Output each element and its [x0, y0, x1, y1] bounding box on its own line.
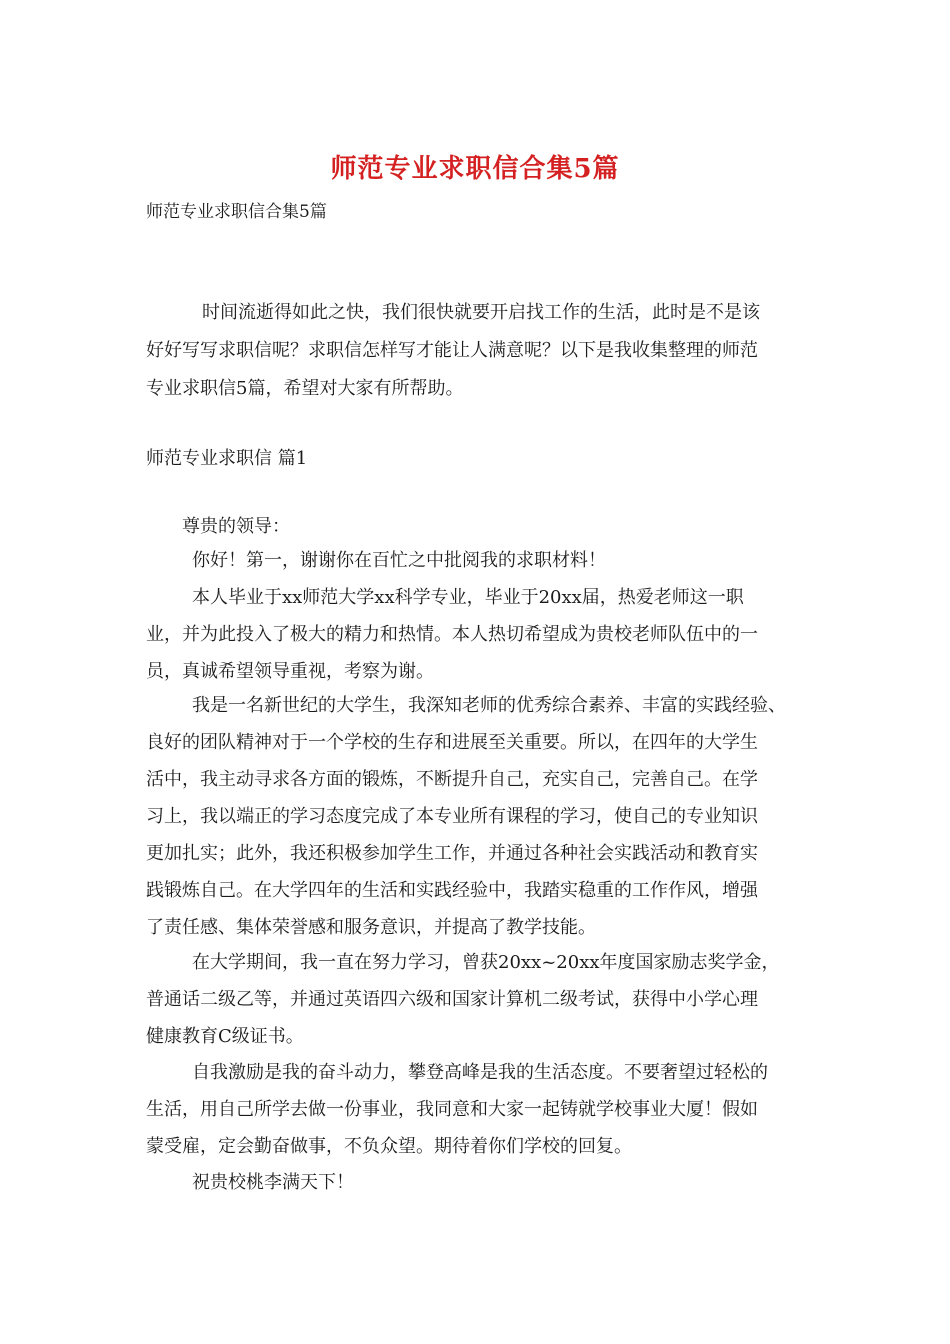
letter-opening: 你好！第一，谢谢你在百忙之中批阅我的求职材料！ — [192, 550, 606, 571]
paragraph-line: 生活，用自己所学去做一份事业，我同意和大家一起铸就学校事业大厦！假如 — [146, 1099, 758, 1120]
letter-closing: 祝贵校桃李满天下！ — [192, 1172, 354, 1193]
paragraph-line: 我是一名新世纪的大学生，我深知老师的优秀综合素养、丰富的实践经验、 — [192, 695, 786, 716]
section-heading: 师范专业求职信 篇1 — [146, 448, 308, 469]
paragraph-line: 在大学期间，我一直在努力学习，曾获20xx~20xx年度国家励志奖学金， — [192, 952, 780, 973]
paragraph-line: 了责任感、集体荣誉感和服务意识，并提高了教学技能。 — [146, 917, 596, 938]
paragraph-line: 普通话二级乙等，并通过英语四六级和国家计算机二级考试，获得中小学心理 — [146, 989, 758, 1010]
letter-greeting: 尊贵的领导： — [182, 516, 290, 537]
paragraph-line: 蒙受雇，定会勤奋做事，不负众望。期待着你们学校的回复。 — [146, 1136, 632, 1157]
paragraph-line: 习上，我以端正的学习态度完成了本专业所有课程的学习，使自己的专业知识 — [146, 806, 758, 827]
paragraph-line: 活中，我主动寻求各方面的锻炼，不断提升自己，充实自己，完善自己。在学 — [146, 769, 758, 790]
paragraph-line: 本人毕业于xx师范大学xx科学专业，毕业于20xx届，热爱老师这一职 — [192, 587, 744, 608]
paragraph-line: 良好的团队精神对于一个学校的生存和进展至关重要。所以，在四年的大学生 — [146, 732, 758, 753]
paragraph-line: 员，真诚希望领导重视，考察为谢。 — [146, 661, 434, 682]
document-subtitle: 师范专业求职信合集5篇 — [146, 202, 327, 222]
paragraph-line: 更加扎实；此外，我还积极参加学生工作，并通过各种社会实践活动和教育实 — [146, 843, 758, 864]
paragraph-line: 自我激励是我的奋斗动力，攀登高峰是我的生活态度。不要奢望过轻松的 — [192, 1062, 768, 1083]
intro-line: 专业求职信5篇，希望对大家有所帮助。 — [146, 378, 464, 399]
intro-line: 好好写写求职信呢？求职信怎样写才能让人满意呢？以下是我收集整理的师范 — [146, 340, 758, 361]
paragraph-line: 健康教育C级证书。 — [146, 1026, 304, 1047]
paragraph-line: 践锻炼自己。在大学四年的生活和实践经验中，我踏实稳重的工作作风，增强 — [146, 880, 758, 901]
document-title: 师范专业求职信合集5篇 — [330, 154, 620, 184]
intro-line: 时间流逝得如此之快，我们很快就要开启找工作的生活，此时是不是该 — [202, 302, 760, 323]
paragraph-line: 业，并为此投入了极大的精力和热情。本人热切希望成为贵校老师队伍中的一 — [146, 624, 758, 645]
